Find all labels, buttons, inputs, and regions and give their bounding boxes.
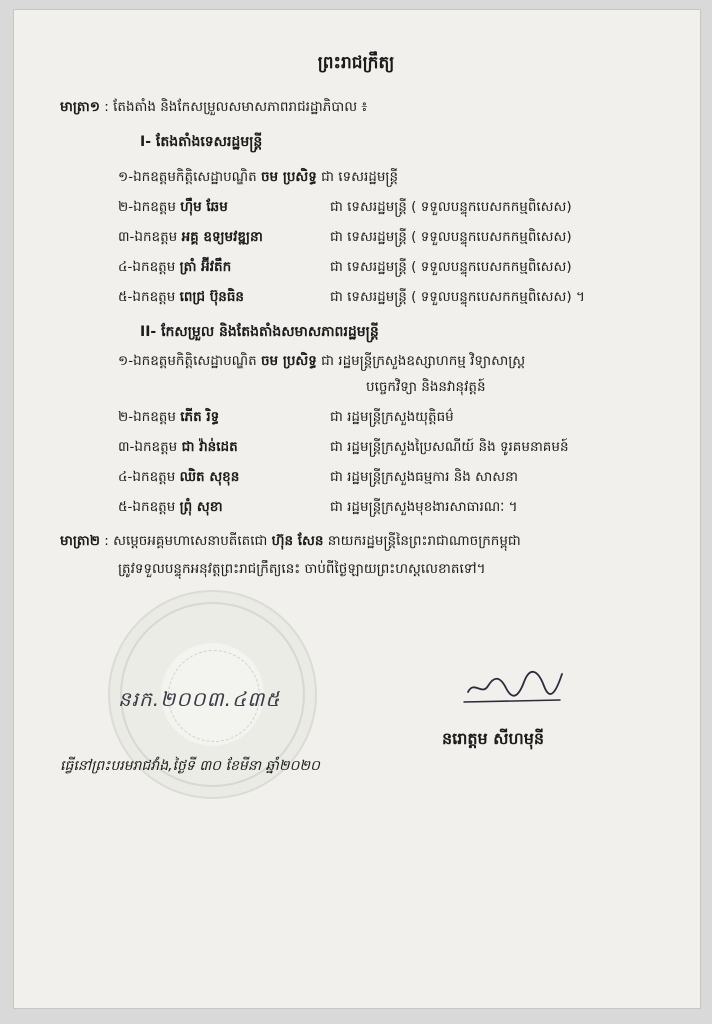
handwritten-signature <box>460 662 570 716</box>
row-prefix: ១-ឯកឧត្តមកិត្តិសេដ្ឋាបណ្ឌិត <box>118 169 257 185</box>
document-title: ព្រះរាជក្រឹត្យ <box>317 53 395 73</box>
list-item <box>118 438 238 458</box>
article-2-text: : សម្តេចអគ្គមហាសេនាបតីតេជោ <box>104 533 268 549</box>
article-2-label: មាត្រា២ <box>60 533 100 549</box>
person-name: ឈិត សុខុន <box>179 469 240 485</box>
section-1-heading: I- តែងតាំងទេសរដ្ឋមន្ត្រី <box>140 134 263 150</box>
role-text: ជា ទេសរដ្ឋមន្ត្រី <box>321 169 399 185</box>
role-text: ជា ទេសរដ្ឋមន្ត្រី ( ទទួលបន្ទុកបេសកកម្មពិសេស) <box>330 229 572 245</box>
person-name: ហ៊ឹម ឆែម <box>180 199 228 215</box>
row-prefix: ២-ឯកឧត្តម <box>118 199 176 215</box>
article-2-line-2: ត្រូវទទួលបន្ទុកអនុវត្តព្រះរាជក្រឹត្យនេះ ចាប់ពីថ្ងៃឡាយព្រះហស្តលេខាតទៅ។ <box>118 561 486 577</box>
person-name: ភើត រិទ្ធ <box>180 409 220 425</box>
row-prefix: ៣-ឯកឧត្តម <box>118 229 178 245</box>
role-text-continued: បច្ចេកវិទ្យា និងនវានុវត្តន៍ <box>366 379 486 395</box>
handwritten-reference-number: នរក.២០០៣.៤៣៥ <box>118 687 281 711</box>
role-text: ជា រដ្ឋមន្ត្រីក្រសួងធម្មការ និង សាសនា <box>330 469 519 485</box>
list-item <box>118 352 525 372</box>
list-item <box>118 168 398 188</box>
row-prefix: ២-ឯកឧត្តម <box>118 409 176 425</box>
list-item <box>118 468 239 488</box>
person-name: ត្រាំ អ៊ីវតឹក <box>179 259 232 275</box>
person-name: ហ៊ុន សែន <box>271 533 324 549</box>
person-name: ចម ប្រសិទ្ធ <box>260 353 317 369</box>
article-1 <box>60 98 367 118</box>
row-prefix: ៥-ឯកឧត្តម <box>118 499 176 515</box>
list-item <box>118 408 219 428</box>
row-prefix: ៤-ឯកឧត្តម <box>118 259 176 275</box>
role-text: ជា រដ្ឋមន្ត្រីក្រសួងមុខងារសាធារណៈ ។ <box>330 499 518 515</box>
list-item <box>118 498 223 518</box>
role-text: ជា ទេសរដ្ឋមន្ត្រី ( ទទួលបន្ទុកបេសកកម្មពិសេស) <box>330 199 572 215</box>
article-2-text: នាយករដ្ឋមន្ត្រីនៃព្រះរាជាណាចក្រកម្ពុជា <box>327 533 521 549</box>
person-name: ព្រុំ សុខា <box>179 499 223 515</box>
list-item <box>118 198 228 218</box>
person-name: អគ្គ ឧទ្យមវឌ្ឍនា <box>181 229 263 245</box>
signature-icon <box>460 662 570 712</box>
person-name: ចម ប្រសិទ្ធ <box>260 169 317 185</box>
role-text: ជា ទេសរដ្ឋមន្ត្រី ( ទទួលបន្ទុកបេសកកម្មពិសេស) <box>330 259 572 275</box>
article-2 <box>60 532 521 552</box>
list-item <box>118 288 244 308</box>
row-prefix: ៤-ឯកឧត្តម <box>118 469 176 485</box>
role-text: ជា ទេសរដ្ឋមន្ត្រី ( ទទួលបន្ទុកបេសកកម្មពិសេស) ។ <box>330 289 585 305</box>
row-prefix: ៣-ឯកឧត្តម <box>118 439 178 455</box>
row-prefix: ១-ឯកឧត្តមកិត្តិសេដ្ឋាបណ្ឌិត <box>118 353 257 369</box>
date-line: ធ្វើនៅព្រះបរមរាជវាំង,ថ្ងៃទី ៣០ ខែមីនា ឆ្នាំ២០២០ <box>60 758 320 774</box>
role-text: ជា រដ្ឋមន្ត្រីក្រសួងប្រៃសណីយ៍ និង ទូរគមនាគមន៍ <box>330 439 569 455</box>
person-name: ជា វ៉ាន់ដេត <box>181 439 238 455</box>
role-text: ជា រដ្ឋមន្ត្រីក្រសួងឧស្សាហកម្ម វិទ្យាសាស្ត្រ <box>321 353 526 369</box>
signer-name: នរោត្តម សីហមុនី <box>442 729 545 748</box>
list-item <box>118 228 263 248</box>
article-1-label: មាត្រា១ <box>60 99 100 115</box>
row-prefix: ៥-ឯកឧត្តម <box>118 289 176 305</box>
section-2-heading: II- កែសម្រួល និងតែងតាំងសមាសភាពរដ្ឋមន្ត្រី <box>140 324 379 340</box>
person-name: ពេជ្រ ប៊ុនធិន <box>179 289 244 305</box>
list-item <box>118 258 231 278</box>
article-1-text: : តែងតាំង និងកែសម្រួលសមាសភាពរាជរដ្ឋាភិបាល ៖ <box>104 99 368 115</box>
role-text: ជា រដ្ឋមន្ត្រីក្រសួងយុត្តិធម៌ <box>330 409 454 425</box>
